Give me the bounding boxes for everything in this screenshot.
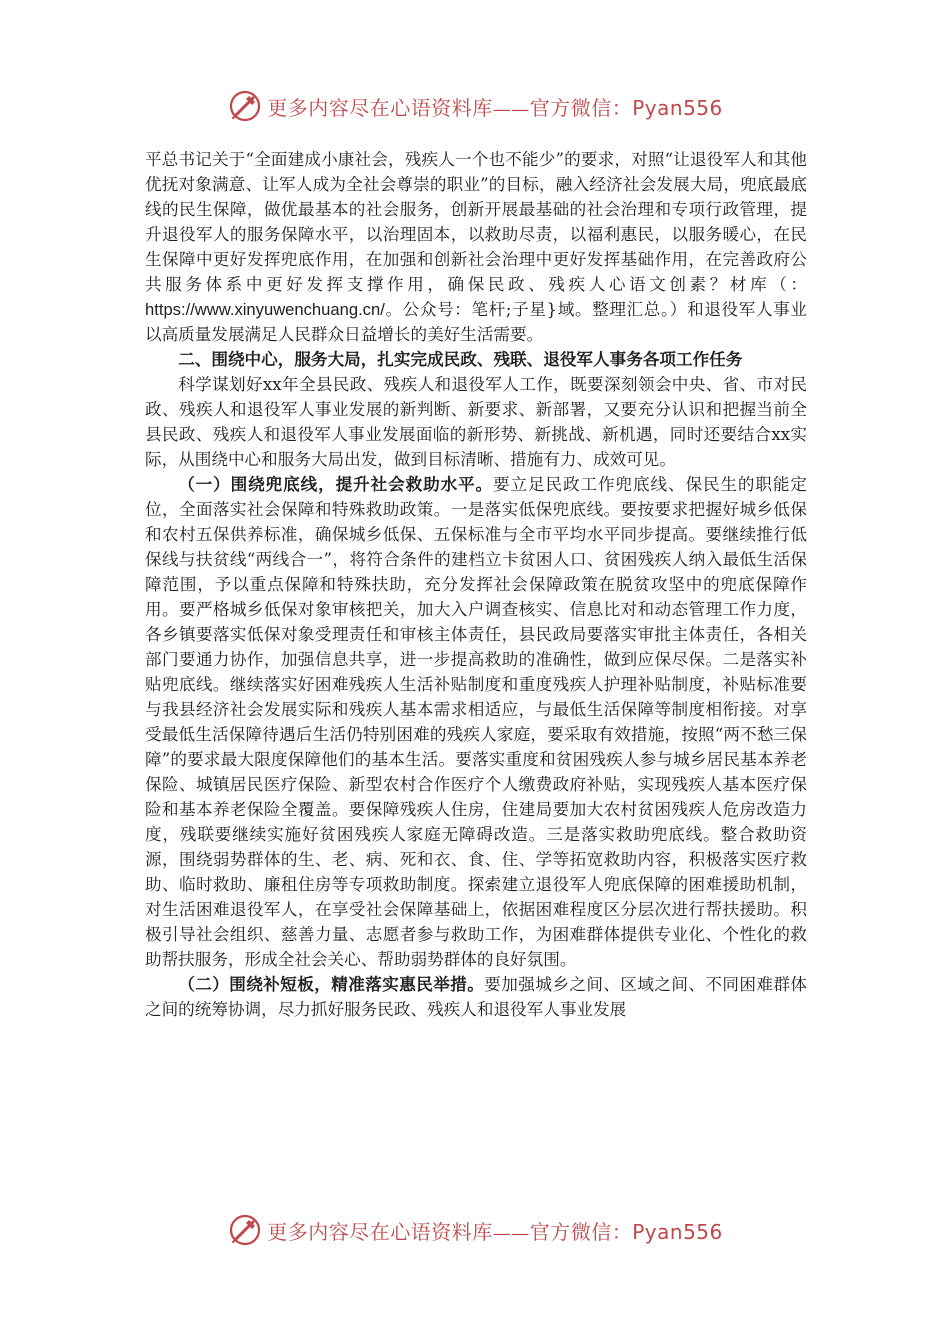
banner-text — [267, 1216, 723, 1245]
banner-text — [267, 92, 723, 121]
banner-wechat-label: 官方微信： — [529, 1219, 633, 1244]
banner-dash: —— — [492, 98, 530, 120]
subsection-heading-1: （一）围绕兜底线，提升社会救助水平。 — [178, 474, 494, 494]
banner-dash: —— — [492, 1222, 530, 1244]
paragraph-4 — [145, 972, 807, 1022]
banner-title: 更多内容尽在心语资料库 — [267, 95, 493, 120]
banner-title: 更多内容尽在心语资料库 — [267, 1219, 493, 1244]
banner-wechat-label: 官方微信： — [529, 95, 633, 120]
paragraph-2: 科学谋划好xx年全县民政、残疾人和退役军人工作，既要深刻领会中央、省、市对民政、残疾人和退役军人事业发展的新判断、新要求、新部署，又要充分认识和把握当前全县民政、残疾人和退役军人事业发展面临的新形势、新挑战、新机遇，同时还要结合xx实际，从围绕中心和服务大局出发，做到目标清晰、措施有力、成效可见。 — [145, 375, 807, 469]
pen-logo-icon — [227, 1212, 263, 1248]
section-heading-2: 二、围绕中心，服务大局，扎实完成民政、残联、退役军人事务各项工作任务 — [178, 349, 743, 369]
subsection-heading-2: （二）围绕补短板，精准落实惠民举措。 — [178, 974, 485, 994]
source-url-text: https://www.xinyuwenchuang.cn/ — [145, 300, 385, 319]
paragraph-4-body: 要加强城乡之间、区域之间、不同困难群体之间的统筹协调，尽力抓好服务民政、残疾人和退役军人事业发展 — [145, 975, 807, 1019]
pen-logo-icon — [227, 88, 263, 124]
paragraph-1-text-a: 平总书记关于“全面建成小康社会，残疾人一个也不能少”的要求，对照“让退役军人和其他优抚对象满意、让军人成为全社会尊崇的职业”的目标，融入经济社会发展大局，兜底最底线的民生保障，做优最基本的社会服务，创新开展最基础的社会治理和专项行政管理，提升退役军人的服务保障水平，以治理固本，以救助尽责，以福利惠民，以服务暖心，在民生保障中更好发挥兜底作用，在加强和创新社会治理中更好发挥基础作用，在完善政府公共服务体系中更好发挥支撑作用，确保民政、残疾人心语文创素？材库（： — [145, 150, 807, 294]
banner-wechat-id: Pyan556 — [632, 95, 723, 120]
paragraph-1-text-b: 。公众号：笔杆;子星}域。整理汇总。）和退役军人事业以高质量发展满足人民群众日益增长的美好生活需要。 — [145, 300, 807, 344]
header-banner — [0, 84, 950, 128]
footer-banner — [0, 1208, 950, 1252]
banner-wechat-id: Pyan556 — [632, 1219, 723, 1244]
document-body — [145, 147, 807, 1022]
paragraph-3-body: 要立足民政工作兜底线、保民生的职能定位，全面落实社会保障和特殊救助政策。一是落实低保兜底线。要按要求把握好城乡低保和农村五保供养标准，确保城乡低保、五保标准与全市平均水平同步提高。要继续推行低保线与扶贫线“两线合一”，将符合条件的建档立卡贫困人口、贫困残疾人纳入最低生活保障范围，予以重点保障和特殊扶助，充分发挥社会保障政策在脱贫攻坚中的兜底保障作用。要严格城乡低保对象审核把关，加大入户调查核实、信息比对和动态管理工作力度，各乡镇要落实低保对象受理责任和审核主体责任，县民政局要落实审批主体责任，各相关部门要通力协作，加强信息共享，进一步提高救助的准确性，做到应保尽保。二是落实补贴兜底线。继续落实好困难残疾人生活补贴制度和重度残疾人护理补贴制度，补贴标准要与我县经济社会发展实际和残疾人基本需求相适应，与最低生活保障等制度相衔接。对享受最低生活保障待遇后生活仍特别困难的残疾人家庭，要采取有效措施，按照“两不愁三保障”的要求最大限度保障他们的基本生活。要落实重度和贫困残疾人参与城乡居民基本养老保险、城镇居民医疗保险、新型农村合作医疗个人缴费政府补贴，实现残疾人基本医疗保险和基本养老保险全覆盖。要保障残疾人住房，住建局要加大农村贫困残疾人危房改造力度，残联要继续实施好贫困残疾人家庭无障碍改造。三是落实救助兜底线。整合救助资源，围绕弱势群体的生、老、病、死和衣、食、住、学等拓宽救助内容，积极落实医疗救助、临时救助、廉租住房等专项救助制度。探索建立退役军人兜底保障的困难援助机制，对生活困难退役军人，在享受社会保障基础上，依据困难程度区分层次进行帮扶援助。积极引导社会组织、慈善力量、志愿者参与救助工作，为困难群体提供专业化、个性化的救助帮扶服务，形成全社会关心、帮助弱势群体的良好氛围。 — [145, 475, 808, 969]
paragraph-3 — [145, 472, 807, 972]
paragraph-1 — [145, 147, 807, 347]
